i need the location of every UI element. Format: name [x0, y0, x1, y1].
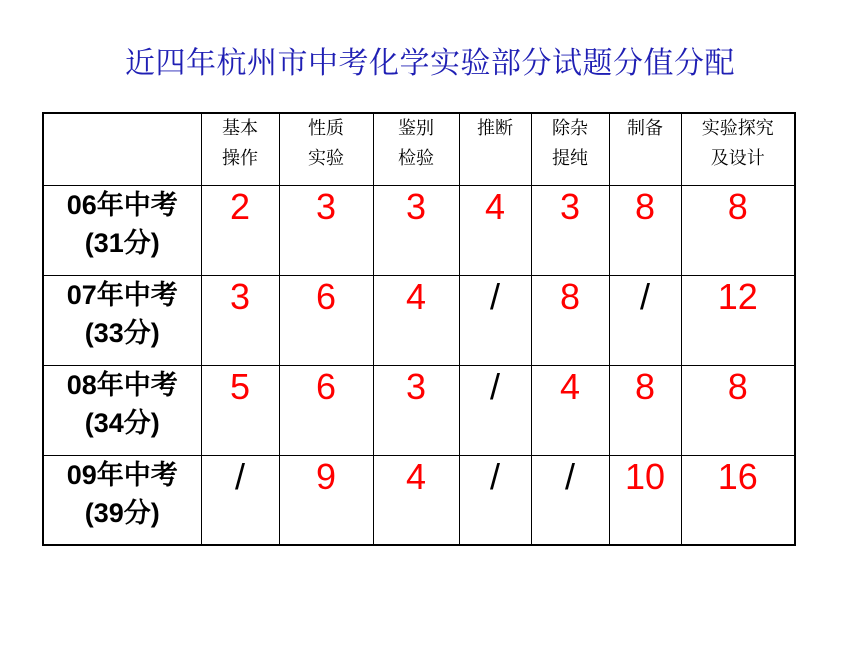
- value-cell: /: [531, 455, 609, 545]
- value-cell: 8: [531, 275, 609, 365]
- header-cell: 推断: [459, 113, 531, 185]
- header-cell: 制备: [609, 113, 681, 185]
- value-cell: 3: [373, 365, 459, 455]
- value-cell: 6: [279, 275, 373, 365]
- table-row: [43, 185, 795, 275]
- value-cell: /: [201, 455, 279, 545]
- table-row: [43, 275, 795, 365]
- value-cell: 4: [373, 455, 459, 545]
- page-title: 近四年杭州市中考化学实验部分试题分值分配: [125, 46, 735, 81]
- value-cell: 12: [681, 275, 795, 365]
- value-cell: 2: [201, 185, 279, 275]
- row-label: 07年中考 (33分): [43, 275, 201, 365]
- value-cell: 8: [681, 365, 795, 455]
- header-cell: 鉴别 检验: [373, 113, 459, 185]
- value-cell: 4: [459, 185, 531, 275]
- header-cell: 性质 实验: [279, 113, 373, 185]
- value-cell: 3: [201, 275, 279, 365]
- value-cell: 3: [373, 185, 459, 275]
- value-cell: /: [459, 455, 531, 545]
- table-row: [43, 455, 795, 545]
- value-cell: 4: [531, 365, 609, 455]
- value-cell: 8: [609, 365, 681, 455]
- table-row: [43, 365, 795, 455]
- value-cell: 3: [531, 185, 609, 275]
- row-label: 09年中考 (39分): [43, 455, 201, 545]
- value-cell: /: [459, 365, 531, 455]
- header-cell: 除杂 提纯: [531, 113, 609, 185]
- header-cell: 实验探究 及设计: [681, 113, 795, 185]
- header-cell: 基本 操作: [201, 113, 279, 185]
- header-row: [43, 113, 795, 185]
- value-cell: 9: [279, 455, 373, 545]
- score-table: [42, 112, 796, 546]
- value-cell: 8: [609, 185, 681, 275]
- value-cell: 3: [279, 185, 373, 275]
- value-cell: 16: [681, 455, 795, 545]
- value-cell: /: [609, 275, 681, 365]
- value-cell: 10: [609, 455, 681, 545]
- value-cell: 8: [681, 185, 795, 275]
- row-label: 06年中考 (31分): [43, 185, 201, 275]
- row-label: 08年中考 (34分): [43, 365, 201, 455]
- value-cell: 5: [201, 365, 279, 455]
- value-cell: 6: [279, 365, 373, 455]
- value-cell: 4: [373, 275, 459, 365]
- header-corner-cell: [43, 113, 201, 185]
- value-cell: /: [459, 275, 531, 365]
